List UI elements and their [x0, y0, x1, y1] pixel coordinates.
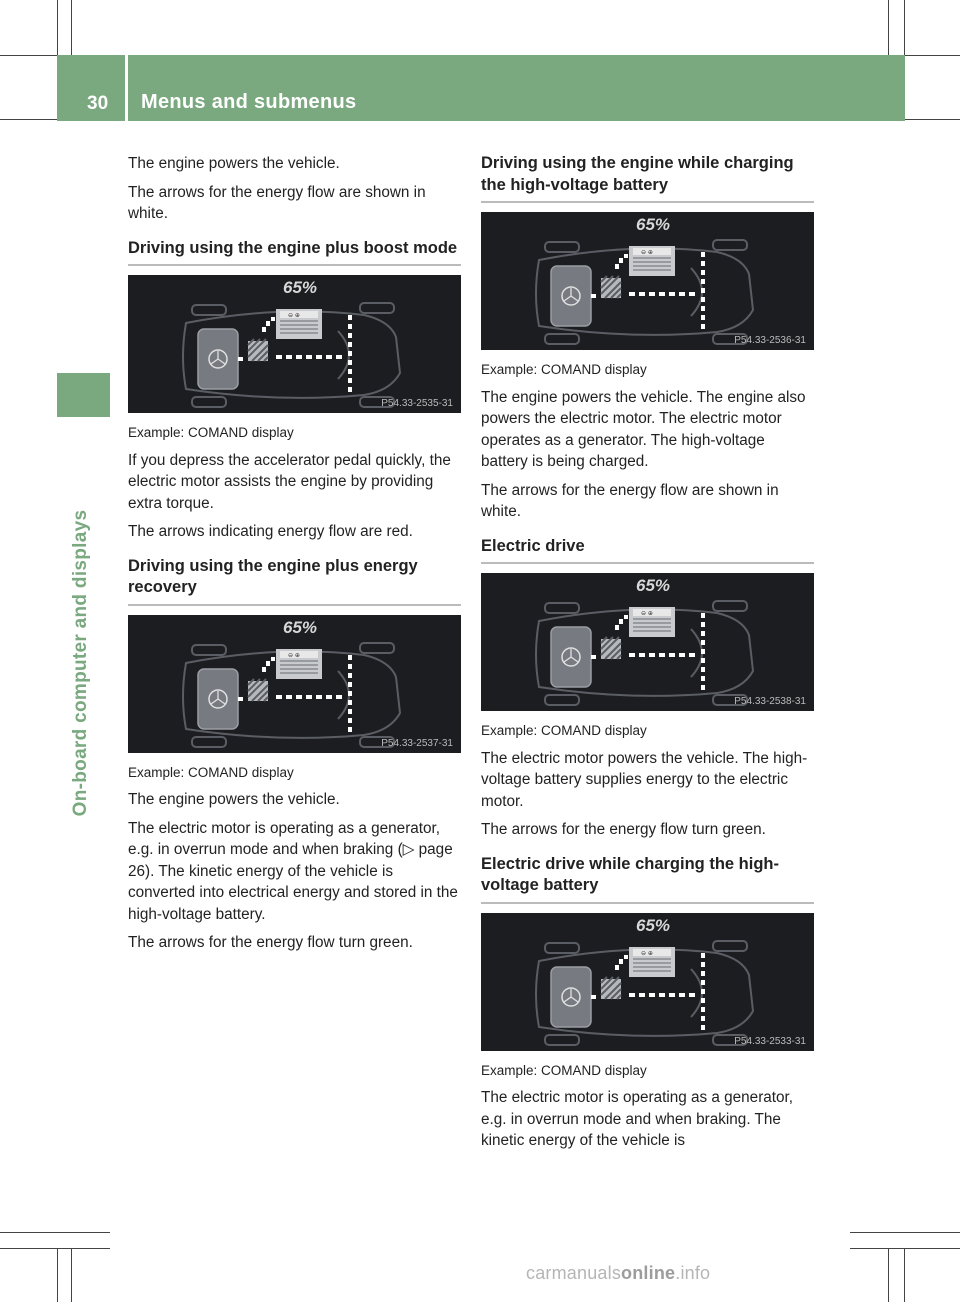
figure-caption: Example: COMAND display: [128, 425, 294, 440]
crop-mark: [888, 0, 889, 55]
battery-charge-label: 65%: [636, 915, 671, 935]
svg-text:⊖ ⊕: ⊖ ⊕: [641, 249, 653, 256]
section-heading: Electric drive: [481, 536, 814, 565]
battery-charge-label: 65%: [636, 576, 671, 595]
figure-caption: Example: COMAND display: [481, 1062, 647, 1078]
comand-display-figure: [128, 275, 461, 413]
comand-display-figure: [481, 212, 814, 350]
crop-mark: [0, 1232, 110, 1233]
section-heading: Driving using the engine plus boost mode: [128, 238, 461, 267]
battery-charge-label: 65%: [283, 278, 318, 297]
figure-code: P54.33-2535-31: [381, 398, 453, 409]
intro-paragraph: The engine powers the vehicle.: [128, 155, 340, 172]
figure-code: P54.33-2537-31: [381, 737, 453, 749]
section-engine-charging: [481, 153, 814, 523]
section-electric-drive-charging: [481, 854, 814, 1152]
crop-mark: [904, 1248, 905, 1302]
body-paragraph: The arrows for the energy flow are shown in white.: [481, 481, 779, 520]
left-column: [128, 153, 461, 961]
right-column: [481, 153, 814, 1159]
page-title: Menus and submenus: [141, 91, 357, 113]
comand-display-figure: [481, 573, 814, 711]
crop-mark: [57, 0, 58, 55]
crop-mark: [71, 1248, 72, 1302]
page-number: 30: [87, 93, 109, 114]
crop-mark: [71, 0, 72, 55]
svg-text:⊖ ⊕: ⊖ ⊕: [641, 610, 653, 617]
body-paragraph: The engine powers the vehicle. The engine also powers the electric motor. The electric motor operates as a generator. The high-voltage battery is being charged.: [481, 388, 806, 470]
figure-caption: Example: COMAND display: [481, 362, 647, 377]
figure-caption: Example: COMAND display: [128, 764, 294, 780]
chapter-label: On-board computer and displays: [70, 509, 91, 817]
figure-code: P54.33-2538-31: [734, 696, 806, 707]
body-paragraph: The electric motor powers the vehicle. The high-voltage battery supplies energy to the electric motor.: [481, 749, 808, 810]
section-boost-mode: [128, 238, 461, 543]
body-paragraph: If you depress the accelerator pedal quickly, the electric motor assists the engine by providing extra torque.: [128, 451, 451, 512]
side-tab: [57, 373, 110, 417]
watermark-prefix: carmanuals: [526, 1263, 622, 1283]
figure-caption: Example: COMAND display: [481, 723, 647, 738]
figure-code: P54.33-2533-31: [734, 1035, 806, 1047]
section-energy-recovery: [128, 556, 461, 954]
crop-mark: [850, 1248, 960, 1249]
crop-mark: [57, 1248, 58, 1302]
crop-mark: [0, 1248, 110, 1249]
header-divider: [125, 55, 128, 121]
intro-paragraph: The arrows for the energy flow are shown in white.: [128, 183, 426, 222]
svg-text:⊖ ⊕: ⊖ ⊕: [641, 949, 653, 957]
comand-display-figure: [128, 615, 461, 753]
watermark-bold: online: [621, 1263, 676, 1283]
body-paragraph: The engine powers the vehicle.: [128, 791, 340, 808]
svg-text:⊖ ⊕: ⊖ ⊕: [288, 651, 300, 659]
battery-charge-label: 65%: [636, 215, 671, 234]
section-heading: Driving using the engine plus energy recovery: [128, 556, 461, 606]
section-heading: Electric drive while charging the high-voltage battery: [481, 854, 814, 904]
body-paragraph: The electric motor is operating as a generator, e.g. in overrun mode and when braking (▷ page 26). The kinetic energy of the vehicle is converted into electrical energy and stored in the high-voltage battery.: [128, 819, 458, 923]
figure-code: P54.33-2536-31: [734, 335, 806, 346]
battery-charge-label: 65%: [283, 617, 318, 637]
footer-watermark: [526, 1263, 710, 1284]
body-paragraph: The electric motor is operating as a generator, e.g. in overrun mode and when braking. The kinetic energy of the vehicle is: [481, 1089, 794, 1149]
crop-mark: [888, 1248, 889, 1302]
crop-mark: [850, 1232, 960, 1233]
body-paragraph: The arrows for the energy flow turn green.: [481, 821, 766, 838]
section-electric-drive: [481, 536, 814, 841]
body-paragraph: The arrows indicating energy flow are red.: [128, 523, 413, 540]
body-paragraph: The arrows for the energy flow turn green.: [128, 934, 413, 951]
crop-mark: [904, 0, 905, 55]
svg-text:⊖ ⊕: ⊖ ⊕: [288, 312, 300, 319]
section-heading: Driving using the engine while charging the high-voltage battery: [481, 153, 814, 203]
watermark-suffix: .info: [675, 1263, 711, 1283]
comand-display-figure: [481, 913, 814, 1051]
